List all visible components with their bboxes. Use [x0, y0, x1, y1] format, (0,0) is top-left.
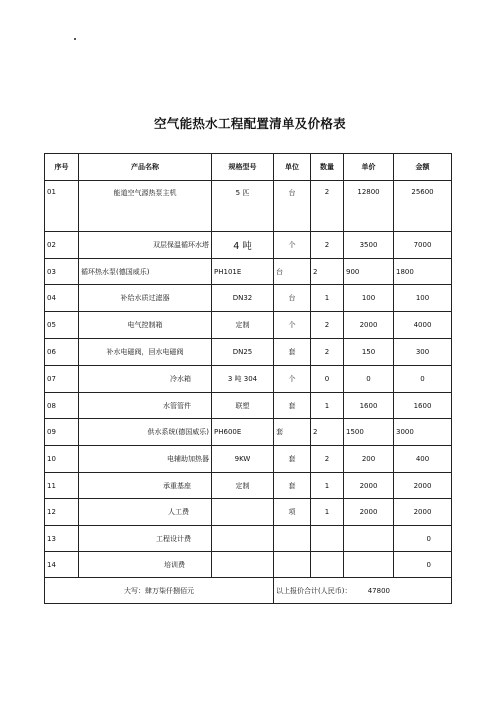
cell-name: 水管管件 [79, 393, 212, 419]
cell-price: 1500 [344, 419, 394, 446]
cell-name: 供水系统(德国威乐) [79, 419, 212, 446]
cell-unit: 套 [274, 419, 311, 446]
cell-price: 100 [344, 285, 394, 312]
price-table [44, 153, 452, 604]
cell-amount: 25600 [394, 181, 452, 232]
cell-qty: 2 [311, 181, 344, 232]
cell-qty: 2 [311, 259, 344, 285]
header-name: 产品名称 [79, 154, 212, 181]
cell-model: DN25 [212, 339, 274, 366]
capital-total-cell [45, 578, 274, 604]
capital-value: 肆万柒仟捌佰元 [145, 586, 194, 595]
cell-price: 900 [344, 259, 394, 285]
table-row [45, 339, 452, 366]
cell-model: 5 匹 [212, 181, 274, 232]
cell-unit: 个 [274, 312, 311, 339]
table-row [45, 446, 452, 473]
cell-model: 定制 [212, 312, 274, 339]
cell-qty: 1 [311, 473, 344, 499]
cell-name: 培训费 [79, 552, 212, 578]
cell-name: 人工费 [79, 499, 212, 526]
cell-no: 04 [45, 285, 79, 312]
cell-unit: 套 [274, 473, 311, 499]
table-row [45, 181, 452, 232]
cell-name: 双层保温循环水塔 [79, 232, 212, 259]
cell-model: 定制 [212, 473, 274, 499]
cell-name: 电辅助加热器 [79, 446, 212, 473]
cell-amount: 0 [394, 526, 452, 552]
cell-price: 3500 [344, 232, 394, 259]
cell-name: 工程设计费 [79, 526, 212, 552]
cell-price: 2000 [344, 312, 394, 339]
capital-label: 大写： [124, 586, 145, 595]
cell-qty [311, 552, 344, 578]
cell-no: 09 [45, 419, 79, 446]
table-row [45, 552, 452, 578]
table-row [45, 366, 452, 393]
cell-qty: 2 [311, 312, 344, 339]
cell-name: 冷水箱 [79, 366, 212, 393]
cell-amount: 400 [394, 446, 452, 473]
cell-no: 03 [45, 259, 79, 285]
cell-name: 循环热水泵(德国威乐) [79, 259, 212, 285]
cell-unit [274, 526, 311, 552]
cell-amount: 0 [394, 552, 452, 578]
cell-no: 01 [45, 181, 79, 232]
cell-amount: 1800 [394, 259, 452, 285]
cell-amount: 3000 [394, 419, 452, 446]
cell-no: 13 [45, 526, 79, 552]
cell-price: 200 [344, 446, 394, 473]
cell-no: 05 [45, 312, 79, 339]
table-row [45, 526, 452, 552]
cell-amount: 2000 [394, 473, 452, 499]
total-label: 以上报价合计(人民币)： [276, 586, 352, 595]
page-title: 空气能热水工程配置清单及价格表 [153, 116, 346, 131]
cell-amount: 0 [394, 366, 452, 393]
cell-name: 承重基座 [79, 473, 212, 499]
cell-amount: 7000 [394, 232, 452, 259]
header-amount: 金额 [394, 154, 452, 181]
cell-model: 9KW [212, 446, 274, 473]
cell-price: 2000 [344, 473, 394, 499]
cell-price: 0 [344, 366, 394, 393]
cell-model: PH600E [212, 419, 274, 446]
cell-name: 补水电磁阀，回水电磁阀 [79, 339, 212, 366]
table-row [45, 285, 452, 312]
cell-name: 补给水质过滤器 [79, 285, 212, 312]
cell-qty: 2 [311, 419, 344, 446]
cell-no: 06 [45, 339, 79, 366]
cell-amount: 100 [394, 285, 452, 312]
table-row [45, 393, 452, 419]
cell-model: 3 吨 304 [212, 366, 274, 393]
cell-price [344, 552, 394, 578]
table-row [45, 232, 452, 259]
cell-qty: 0 [311, 366, 344, 393]
cell-model [212, 499, 274, 526]
cell-unit: 套 [274, 393, 311, 419]
cell-price: 12800 [344, 181, 394, 232]
cell-unit: 个 [274, 366, 311, 393]
scan-dot [74, 38, 76, 40]
table-row [45, 419, 452, 446]
cell-unit: 个 [274, 232, 311, 259]
cell-unit: 套 [274, 339, 311, 366]
cell-model: DN32 [212, 285, 274, 312]
table-row [45, 312, 452, 339]
cell-no: 08 [45, 393, 79, 419]
cell-amount: 2000 [394, 499, 452, 526]
cell-price [344, 526, 394, 552]
cell-no: 12 [45, 499, 79, 526]
cell-no: 07 [45, 366, 79, 393]
table-row [45, 259, 452, 285]
cell-unit: 套 [274, 446, 311, 473]
cell-qty: 1 [311, 393, 344, 419]
cell-no: 11 [45, 473, 79, 499]
table-row [45, 473, 452, 499]
cell-qty: 2 [311, 339, 344, 366]
cell-model: 4 吨 [212, 232, 274, 259]
total-value: 47800 [367, 586, 390, 595]
header-unit: 单位 [274, 154, 311, 181]
header-qty: 数量 [311, 154, 344, 181]
cell-unit: 项 [274, 499, 311, 526]
cell-model: 联塑 [212, 393, 274, 419]
table-header-row [45, 154, 452, 181]
table-row [45, 499, 452, 526]
cell-qty: 2 [311, 446, 344, 473]
cell-unit: 台 [274, 181, 311, 232]
cell-qty: 2 [311, 232, 344, 259]
cell-qty: 1 [311, 285, 344, 312]
header-no: 序号 [45, 154, 79, 181]
cell-no: 02 [45, 232, 79, 259]
cell-price: 2000 [344, 499, 394, 526]
cell-qty: 1 [311, 499, 344, 526]
cell-name: 电气控制箱 [79, 312, 212, 339]
cell-model [212, 552, 274, 578]
cell-no: 14 [45, 552, 79, 578]
total-row [45, 578, 452, 604]
cell-qty [311, 526, 344, 552]
header-model: 规格型号 [212, 154, 274, 181]
cell-amount: 1600 [394, 393, 452, 419]
header-price: 单价 [344, 154, 394, 181]
cell-name: 能道空气源热泵主机 [79, 181, 212, 232]
numeric-total-cell [274, 578, 452, 604]
cell-price: 1600 [344, 393, 394, 419]
cell-unit [274, 552, 311, 578]
cell-unit: 台 [274, 259, 311, 285]
cell-model: PH101E [212, 259, 274, 285]
cell-price: 150 [344, 339, 394, 366]
cell-no: 10 [45, 446, 79, 473]
cell-model [212, 526, 274, 552]
cell-amount: 4000 [394, 312, 452, 339]
cell-unit: 台 [274, 285, 311, 312]
cell-amount: 300 [394, 339, 452, 366]
